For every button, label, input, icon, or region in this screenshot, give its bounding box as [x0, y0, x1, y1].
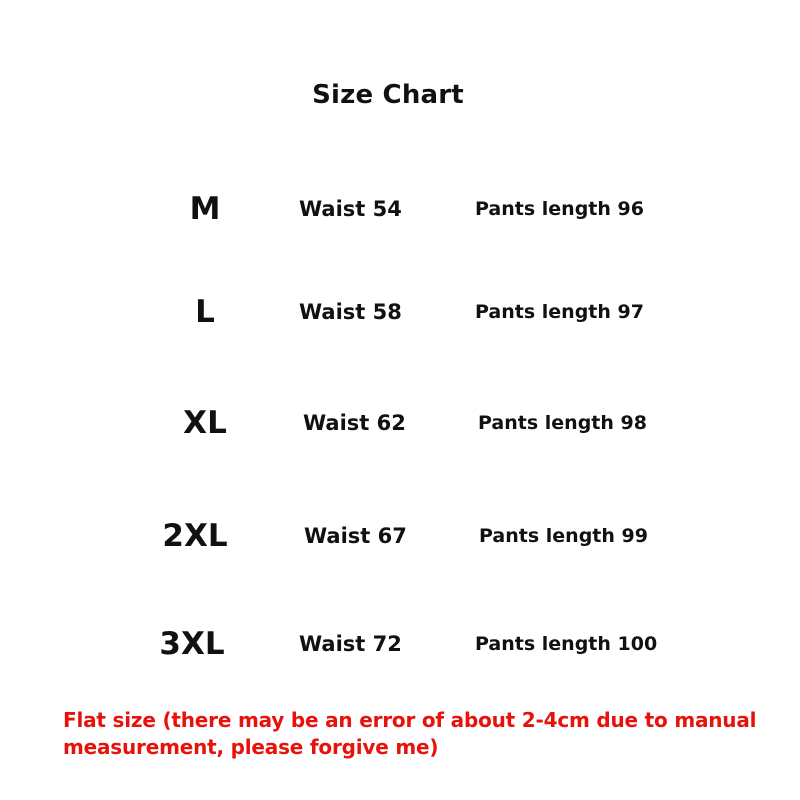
- pants-length-value: Pants length 96: [475, 198, 644, 220]
- size-label: 3XL: [159, 626, 225, 662]
- size-label: XL: [183, 405, 227, 441]
- size-row-l: [0, 292, 800, 332]
- waist-value: Waist 54: [299, 197, 402, 221]
- size-label: 2XL: [162, 518, 228, 554]
- pants-length-value: Pants length 97: [475, 301, 644, 323]
- page-title: Size Chart: [312, 80, 464, 110]
- pants-length-value: Pants length 100: [475, 633, 658, 655]
- pants-length-value: Pants length 98: [478, 412, 647, 434]
- waist-value: Waist 67: [304, 524, 407, 548]
- size-row-m: [0, 189, 800, 229]
- size-row-2xl: [0, 516, 800, 556]
- size-row-xl: [0, 403, 800, 443]
- size-label: M: [189, 191, 221, 227]
- size-label: L: [195, 294, 215, 330]
- waist-value: Waist 72: [299, 632, 402, 656]
- pants-length-value: Pants length 99: [479, 525, 648, 547]
- waist-value: Waist 62: [303, 411, 406, 435]
- size-row-3xl: [0, 624, 800, 664]
- measurement-note: Flat size (there may be an error of about 2-4cm due to manual measurement, please forgive me): [63, 708, 757, 759]
- waist-value: Waist 58: [299, 300, 402, 324]
